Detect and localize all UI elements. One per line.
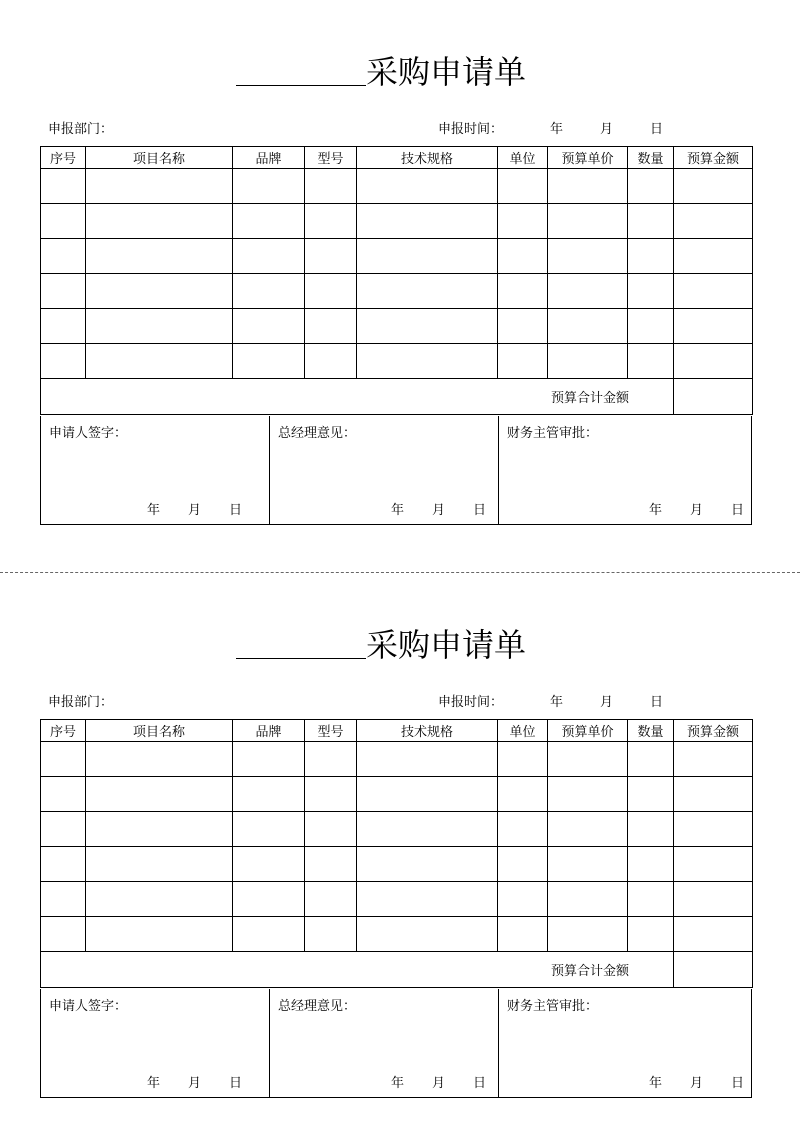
items-table (40, 719, 753, 988)
table-cell[interactable] (305, 917, 357, 952)
table-cell[interactable] (548, 169, 628, 204)
table-cell[interactable] (233, 917, 305, 952)
meta-row (40, 118, 752, 138)
dept-label: 申报部门： (48, 122, 114, 137)
day-label: 日 (229, 1076, 243, 1091)
table-cell[interactable] (86, 882, 233, 917)
table-cell[interactable] (41, 882, 86, 917)
table-cell[interactable] (548, 847, 628, 882)
month-label: 月 (188, 1076, 202, 1091)
table-cell[interactable] (674, 239, 753, 274)
table-row (41, 344, 753, 379)
table-cell[interactable] (357, 274, 498, 309)
table-cell[interactable] (305, 309, 357, 344)
table-row (41, 169, 753, 204)
day-label: 日 (473, 1076, 487, 1091)
table-cell[interactable] (233, 169, 305, 204)
table-cell[interactable] (628, 274, 674, 309)
finance-approval-label: 财务主管审批： (507, 999, 599, 1014)
table-cell[interactable] (305, 169, 357, 204)
table-row (41, 777, 753, 812)
table-cell[interactable] (548, 204, 628, 239)
table-cell[interactable] (233, 344, 305, 379)
items-table (40, 146, 753, 415)
table-cell[interactable] (357, 882, 498, 917)
table-cell[interactable] (628, 239, 674, 274)
year-label: 年 (147, 503, 161, 518)
applicant-date (147, 499, 242, 518)
table-cell[interactable] (41, 204, 86, 239)
table-cell[interactable] (498, 812, 548, 847)
col-header-seq: 序号 (41, 720, 86, 742)
col-header-unit-price: 预算单价 (548, 147, 628, 169)
table-cell[interactable] (548, 239, 628, 274)
meta-row (40, 691, 752, 711)
table-cell[interactable] (628, 344, 674, 379)
table-cell[interactable] (498, 847, 548, 882)
table-cell[interactable] (305, 204, 357, 239)
table-cell[interactable] (357, 239, 498, 274)
form-title-text: 采购申请单 (366, 626, 527, 664)
month-label: 月 (432, 1076, 446, 1091)
manager-opinion-label: 总经理意见： (278, 426, 357, 441)
applicant-date (147, 1072, 242, 1091)
table-cell[interactable] (674, 917, 753, 952)
finance-approval-label: 财务主管审批： (507, 426, 599, 441)
month-label: 月 (690, 503, 704, 518)
table-cell[interactable] (305, 882, 357, 917)
table-cell[interactable] (548, 274, 628, 309)
table-cell[interactable] (41, 917, 86, 952)
total-amount-cell[interactable] (674, 952, 753, 988)
table-cell[interactable] (628, 882, 674, 917)
table-row (41, 742, 753, 777)
table-cell[interactable] (357, 309, 498, 344)
col-header-amount: 预算金额 (674, 720, 753, 742)
table-cell[interactable] (674, 204, 753, 239)
table-cell[interactable] (86, 274, 233, 309)
table-cell[interactable] (86, 812, 233, 847)
manager-date (391, 499, 486, 518)
col-header-quantity: 数量 (628, 720, 674, 742)
table-cell[interactable] (628, 917, 674, 952)
table-cell[interactable] (548, 777, 628, 812)
day-label: 日 (473, 503, 487, 518)
table-cell[interactable] (86, 344, 233, 379)
table-cell[interactable] (674, 847, 753, 882)
table-cell[interactable] (498, 917, 548, 952)
table-cell[interactable] (233, 274, 305, 309)
month-label: 月 (188, 503, 202, 518)
table-cell[interactable] (86, 204, 233, 239)
col-header-item-name: 项目名称 (86, 147, 233, 169)
table-cell[interactable] (233, 742, 305, 777)
col-header-unit: 单位 (498, 720, 548, 742)
table-cell[interactable] (628, 169, 674, 204)
table-cell[interactable] (674, 812, 753, 847)
finance-date (649, 499, 744, 518)
table-cell[interactable] (86, 777, 233, 812)
day-label: 日 (229, 503, 243, 518)
manager-opinion-label: 总经理意见： (278, 999, 357, 1014)
header-row (41, 720, 753, 742)
day-label: 日 (731, 1076, 745, 1091)
table-cell[interactable] (498, 239, 548, 274)
table-cell[interactable] (674, 169, 753, 204)
table-cell[interactable] (41, 812, 86, 847)
col-header-amount: 预算金额 (674, 147, 753, 169)
table-cell[interactable] (548, 882, 628, 917)
applicant-signature-cell[interactable] (41, 989, 269, 1097)
table-cell[interactable] (357, 847, 498, 882)
manager-date (391, 1072, 486, 1091)
table-cell[interactable] (233, 882, 305, 917)
table-cell[interactable] (498, 777, 548, 812)
table-cell[interactable] (357, 169, 498, 204)
col-header-unit: 单位 (498, 147, 548, 169)
table-row (41, 882, 753, 917)
table-cell[interactable] (86, 742, 233, 777)
table-cell[interactable] (357, 812, 498, 847)
table-row (41, 204, 753, 239)
table-cell[interactable] (674, 309, 753, 344)
total-label: 预算合计金额 (41, 379, 674, 415)
table-cell[interactable] (357, 917, 498, 952)
table-cell[interactable] (498, 344, 548, 379)
table-cell[interactable] (498, 742, 548, 777)
table-cell[interactable] (86, 917, 233, 952)
day-label: 日 (650, 695, 664, 710)
table-cell[interactable] (498, 274, 548, 309)
time-label: 申报时间： (438, 695, 504, 710)
total-amount-cell[interactable] (674, 379, 753, 415)
year-label: 年 (649, 1076, 663, 1091)
year-label: 年 (391, 503, 405, 518)
month-label: 月 (690, 1076, 704, 1091)
year-label: 年 (550, 122, 564, 137)
time-label: 申报时间： (438, 122, 504, 137)
table-row (41, 309, 753, 344)
table-cell[interactable] (41, 309, 86, 344)
table-cell[interactable] (41, 239, 86, 274)
table-cell[interactable] (548, 344, 628, 379)
cut-line-divider (0, 572, 800, 573)
total-row (41, 379, 753, 415)
table-cell[interactable] (498, 309, 548, 344)
table-cell[interactable] (233, 309, 305, 344)
table-cell[interactable] (41, 344, 86, 379)
table-cell[interactable] (628, 812, 674, 847)
header-row (41, 147, 753, 169)
table-cell[interactable] (628, 777, 674, 812)
table-cell[interactable] (498, 169, 548, 204)
month-label: 月 (600, 695, 614, 710)
col-header-quantity: 数量 (628, 147, 674, 169)
col-header-model: 型号 (305, 147, 357, 169)
table-cell[interactable] (548, 742, 628, 777)
table-cell[interactable] (628, 309, 674, 344)
col-header-seq: 序号 (41, 147, 86, 169)
year-label: 年 (649, 503, 663, 518)
table-cell[interactable] (305, 239, 357, 274)
table-cell[interactable] (305, 274, 357, 309)
signature-row (40, 989, 752, 1098)
col-header-model: 型号 (305, 720, 357, 742)
table-cell[interactable] (498, 882, 548, 917)
year-label: 年 (550, 695, 564, 710)
finance-date (649, 1072, 744, 1091)
table-cell[interactable] (628, 742, 674, 777)
col-header-brand: 品牌 (233, 147, 305, 169)
day-label: 日 (731, 503, 745, 518)
table-cell[interactable] (86, 239, 233, 274)
table-cell[interactable] (233, 204, 305, 239)
month-label: 月 (600, 122, 614, 137)
table-row (41, 274, 753, 309)
table-cell[interactable] (628, 847, 674, 882)
table-cell[interactable] (548, 309, 628, 344)
table-row (41, 812, 753, 847)
table-cell[interactable] (357, 204, 498, 239)
table-cell[interactable] (628, 204, 674, 239)
col-header-item-name: 项目名称 (86, 720, 233, 742)
table-cell[interactable] (41, 847, 86, 882)
table-cell[interactable] (86, 309, 233, 344)
table-cell[interactable] (233, 239, 305, 274)
form-title (236, 52, 526, 92)
table-cell[interactable] (86, 847, 233, 882)
applicant-signature-label: 申请人签字： (49, 426, 128, 441)
table-cell[interactable] (548, 812, 628, 847)
table-cell[interactable] (41, 742, 86, 777)
table-cell[interactable] (357, 344, 498, 379)
finance-approval-cell[interactable] (498, 416, 751, 524)
manager-opinion-cell[interactable] (269, 416, 498, 524)
col-header-unit-price: 预算单价 (548, 720, 628, 742)
total-row (41, 952, 753, 988)
form-title-text: 采购申请单 (366, 53, 527, 91)
year-label: 年 (147, 1076, 161, 1091)
month-label: 月 (432, 503, 446, 518)
table-cell[interactable] (233, 812, 305, 847)
table-cell[interactable] (233, 777, 305, 812)
table-cell[interactable] (41, 169, 86, 204)
dept-label: 申报部门： (48, 695, 114, 710)
table-cell[interactable] (357, 777, 498, 812)
table-cell[interactable] (41, 274, 86, 309)
title-blank-line[interactable] (236, 626, 366, 659)
applicant-signature-cell[interactable] (41, 416, 269, 524)
finance-approval-cell[interactable] (498, 989, 751, 1097)
total-label: 预算合计金额 (41, 952, 674, 988)
table-cell[interactable] (674, 344, 753, 379)
title-blank-line[interactable] (236, 53, 366, 86)
signature-row (40, 416, 752, 525)
applicant-signature-label: 申请人签字： (49, 999, 128, 1014)
table-cell[interactable] (233, 847, 305, 882)
table-cell[interactable] (305, 742, 357, 777)
table-cell[interactable] (305, 777, 357, 812)
table-cell[interactable] (305, 344, 357, 379)
table-cell[interactable] (41, 777, 86, 812)
table-row (41, 917, 753, 952)
manager-opinion-cell[interactable] (269, 989, 498, 1097)
table-cell[interactable] (548, 917, 628, 952)
col-header-spec: 技术规格 (357, 720, 498, 742)
table-cell[interactable] (674, 882, 753, 917)
col-header-brand: 品牌 (233, 720, 305, 742)
table-cell[interactable] (305, 812, 357, 847)
table-cell[interactable] (305, 847, 357, 882)
year-label: 年 (391, 1076, 405, 1091)
form-title (236, 625, 526, 665)
table-cell[interactable] (86, 169, 233, 204)
day-label: 日 (650, 122, 664, 137)
col-header-spec: 技术规格 (357, 147, 498, 169)
table-cell[interactable] (674, 742, 753, 777)
table-cell[interactable] (674, 274, 753, 309)
table-cell[interactable] (498, 204, 548, 239)
table-cell[interactable] (674, 777, 753, 812)
table-row (41, 239, 753, 274)
table-row (41, 847, 753, 882)
table-cell[interactable] (357, 742, 498, 777)
